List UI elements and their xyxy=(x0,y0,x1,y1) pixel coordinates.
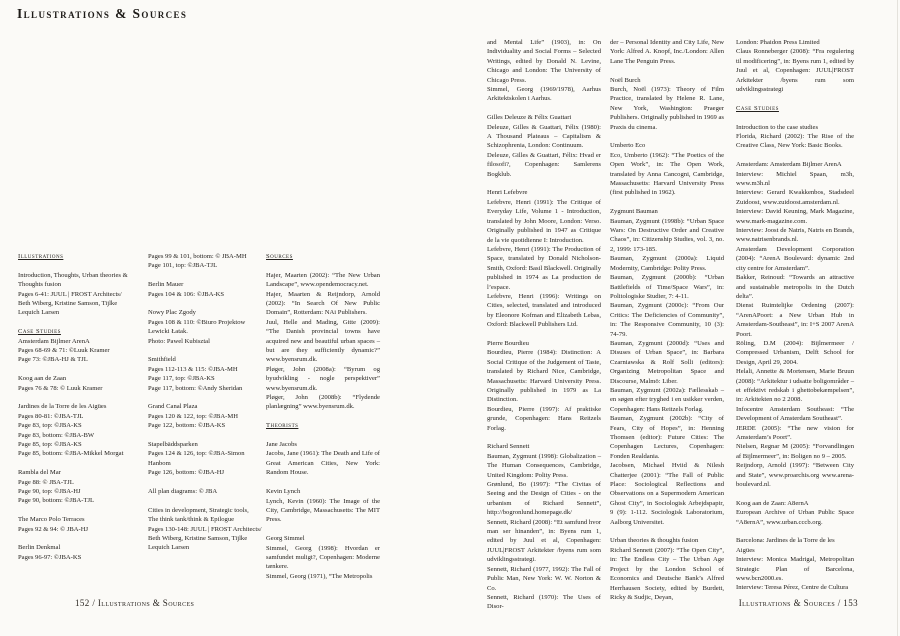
text-block xyxy=(266,487,380,525)
text-block xyxy=(736,104,854,113)
entry-paragraph: Reijndorp, Arnold (1997): “Between City and State”, www.proarchis.org www.arena-boulevard.nl. xyxy=(736,462,854,489)
text-line: Page 85, bottom: ©JBA-Mikkel Morgat xyxy=(18,450,124,458)
entry-paragraph: Nielsen, Regnar M (2005): “Forvandlingen af Bijlmermeer”, in: Boligen no 9 – 2005. xyxy=(736,443,854,460)
text-line: Lequich Larsen xyxy=(18,309,60,317)
text-block xyxy=(18,327,132,336)
text-block xyxy=(266,271,380,412)
text-block xyxy=(266,252,380,261)
entry-title: Jane Jacobs xyxy=(266,441,297,449)
sources-column-3 xyxy=(610,38,724,612)
footer-left-page-number: 152 / Illustrations & Sources xyxy=(75,598,195,608)
text-block xyxy=(266,421,380,430)
entry-paragraph: Interview: Joost de Natris, Natris en Brands, www.natrisenbrands.nl. xyxy=(736,227,854,244)
entry-paragraph: Interview: Gerard Kwakkenbos, Stadsdeel Zuidoost, www.zuidoost.amsterdam.nl. xyxy=(736,189,854,206)
text-block xyxy=(266,440,380,478)
text-line: Page 90, top: ©JBA-HJ xyxy=(18,488,81,496)
text-line: Pages 6-41: JUUL | FROST Architects/ xyxy=(18,290,122,298)
text-line: Photo: Pawel Kubisztal xyxy=(148,337,210,345)
page-title: Illustrations & Sources xyxy=(17,6,188,21)
entry-paragraph: Dienst Ruimtelijke Ordening (2007): “ArenAPoort: a New Urban Hub in Amsterdam-Southeast”, in: I+S 2007 ArenA Poort. xyxy=(736,302,854,338)
entry-paragraph: Bakker, Reinoud: “Towards an attractive and sustainable metropolis in the Dutch delta”. xyxy=(736,274,854,300)
illustrations-column-1 xyxy=(18,252,132,572)
text-line: Page 83, top: ©JBA-KS xyxy=(18,422,82,430)
entry-paragraph: Bauman, Zygmunt (1998b): “Urban Space Wars: On Destructive Order and Creative Chaos”, in: Citizenship Studies, vol. 3, no. 2, 1999: 173-185. xyxy=(610,217,724,253)
text-block xyxy=(18,252,132,261)
text-line: Jardines de la Torre de les Aigües xyxy=(18,403,107,411)
entry-title: Gilles Deleuze & Félix Guattari xyxy=(487,114,572,122)
entry-title: Pierre Bourdieu xyxy=(487,339,529,347)
text-line: Cities in development, Strategic tools, xyxy=(148,506,249,514)
section-heading: Theorists xyxy=(266,422,299,430)
entry-title: Umberto Eco xyxy=(610,142,646,150)
text-line: Lewicki Łatak. xyxy=(148,328,188,336)
entry-paragraph: Bauman, Zygmunt (2000b): “Urban Battlefields of Time/Space Wars”, in: Politologiske Studier, 7: 4-11. xyxy=(610,274,724,300)
entry-paragraph: Bauman, Zygmunt (2002a): Fællesskab – en søgen efter tryghed i en usikker verden, Copenhagen: Hans Reitzels Forlag. xyxy=(610,386,724,413)
text-line: Pages 96-97: ©JBA-KS xyxy=(18,553,82,561)
text-line: Page 122, bottom: ©JBA-KS xyxy=(148,422,226,430)
text-block xyxy=(18,543,132,562)
entry-paragraph: Bauman, Zygmunt (1998): Globalization – The Human Consequences, Cambridge, United Kingdom: Polity Press. xyxy=(487,452,601,479)
text-line: Pages 124 & 126, top: ©JBA-Simon xyxy=(148,450,245,458)
entry-paragraph: Deleuze, Gilles & Guattari, Félix (1980): A Thousand Plateaus – Capitalism & Schizophrenia, London: Continuum. xyxy=(487,123,601,150)
entry-paragraph: Pløger, John (2008b): “Flydende planlægning” www.byensrum.dk. xyxy=(266,394,380,411)
text-block xyxy=(18,468,132,506)
section-heading: Sources xyxy=(266,253,293,260)
text-line: Pages 108 & 110: ©Biuro Projektow xyxy=(148,318,246,326)
entry-paragraph: Pløger, John (2008a): “Byrum og byudvikling - nogle perspektiver” www.byensrum.dk. xyxy=(266,365,380,392)
text-block xyxy=(148,487,262,496)
text-line: All plan diagrams: © JBA xyxy=(148,488,218,496)
text-line: Grand Canal Plaza xyxy=(148,403,198,411)
text-line: Page 101, top: ©JBA-TJL xyxy=(148,262,218,270)
entry-paragraph: Lefebvre, Henri (1996): Writings on Cities, selected, translated and introduced by Eleonore Kofman and Elizabeth Lebas, Oxford: Blackwell Publishers Ltd. xyxy=(487,292,601,329)
section-heading: Illustrations xyxy=(18,253,64,260)
text-line: The Marco Polo Terraces xyxy=(18,516,85,524)
text-block xyxy=(736,536,854,592)
text-block xyxy=(610,141,724,197)
entry-paragraph: Jacobs, Jane (1961): The Death and Life of Great American Cities, New York: Random House. xyxy=(266,450,380,477)
entry-paragraph: Simmel, Georg (1969/1978), Aarhus Arkitektskolen i Aarhus. xyxy=(487,86,601,103)
text-block xyxy=(148,440,262,478)
entry-title: Introduction to the case studies xyxy=(736,123,819,131)
entry-paragraph: Richard Sennett (2007): “The Open City”, in: The Endless City – The Urban Age Project by the London School of Economics and Deutsche Bank’s Alfred Herrhausen Society, edited by Burdett, Ricky & Sudjic, Deyan, xyxy=(610,546,724,601)
text-block xyxy=(487,442,601,611)
text-block xyxy=(148,252,262,271)
text-block xyxy=(487,188,601,329)
text-line: Pages 92 & 94: © JBA-HJ xyxy=(18,525,89,533)
text-line: Berlin Denkmal xyxy=(18,544,61,552)
text-block xyxy=(148,308,262,346)
entry-paragraph: Lefebvre, Henri (1991): The Production of Space, translated by Donald Nicholson-Smith, Oxford: Basil Blackwell. Originally published in 1974 as La production de l’espace. xyxy=(487,245,601,291)
sub-heading: Case Studies xyxy=(18,328,61,336)
text-line: Page 85, top: ©JBA-KS xyxy=(18,441,82,449)
case-studies-column xyxy=(736,38,854,602)
entry-paragraph: Florida, Richard (2002): The Rise of the Creative Class, New York: Basic Books. xyxy=(736,133,854,150)
text-block xyxy=(610,38,724,66)
text-block xyxy=(148,402,262,430)
text-line: Page 83, bottom: ©JBA-BW xyxy=(18,431,95,439)
entry-paragraph: Interview: Monica Madrigal, Metropolitan Strategic Plan of Barcelona, www.bcn2000.es. xyxy=(736,556,854,583)
entry-paragraph: Infocentre Amsterdam Southeast: “The Development of Amsterdam Southeast”. xyxy=(736,405,854,423)
text-line: Page 88: © JBA-TJL xyxy=(18,478,74,486)
entry-paragraph: Bauman, Zygmunt (2000c): “From Our Critics: The Deficiencies of Community”, in: The Responsive Community, 10 (3): 74-79. xyxy=(610,302,724,338)
entry-paragraph: der – Personal Identity and City Life, New York: Alfred A. Knopf, Inc./London: Allen Lane The Penguin Press. xyxy=(610,39,724,65)
text-line: Amsterdam Bijlmer ArenA xyxy=(18,337,90,345)
entry-paragraph: Helali, Annette & Mortensen, Marie Bruun (2008): “Arkitektur i udsatte boligområder – et effektivt redskab i ghettobekæmpelsen”, in: Arkitekten no 2 2008. xyxy=(736,368,854,404)
text-line: Thoughts fusion xyxy=(18,281,62,289)
text-line: Pages 99 & 101, bottom: © JBA-MH xyxy=(148,253,247,260)
entry-paragraph: Bourdieu, Pierre (1997): Af praktiske grunde, Copenhagen: Hans Reitzels Forlag. xyxy=(487,405,601,432)
entry-paragraph: Interview: Teresa Pérez, Centre de Cultura xyxy=(736,584,849,592)
text-block xyxy=(148,355,262,393)
text-line: Smithfield xyxy=(148,356,176,364)
text-line: The think tank/think & Epilogue xyxy=(148,516,235,524)
entry-paragraph: Jacobsen, Michael Hviid & Nilesh Chatterjee (2001): “The Fall of Public Place: Sociological Reflections and Observations on a Supermodern American Ghost City”, in Sociologisk Arbejdspapir, 9 (9): 1-112. Sociologisk Laboratorium, Aalborg Universitet. xyxy=(610,462,724,526)
entry-paragraph: Hajer, Maarten & Reijndorp, Arnold (2002): “In Search Of New Public Domain”, Rotterdam: NAi Publishers. xyxy=(266,290,380,317)
text-line: Stapelbäddsparken xyxy=(148,441,198,449)
entry-paragraph: Bauman, Zygmunt (2000a): Liquid Modernity, Cambridge: Polity Press. xyxy=(610,255,724,272)
text-line: Rambla del Mar xyxy=(18,469,61,477)
text-line: Page 126, bottom: ©JBA-HJ xyxy=(148,469,225,477)
entry-paragraph: Sennett, Richard (1977, 1992): The Fall of Public Man, New York: W. W. Norton & Co. xyxy=(487,565,601,592)
illustrations-column-2 xyxy=(148,252,262,562)
text-line: Introduction, Thoughts, Urban theories & xyxy=(18,271,128,279)
text-line: Nowy Plac Zgody xyxy=(148,309,196,317)
entry-title: Urban theories & thoughts fusion xyxy=(610,537,699,545)
text-line: Pages 76 & 78: © Luuk Kramer xyxy=(18,384,103,392)
entry-paragraph: Sennett, Richard (1970): The Uses of Disor- xyxy=(487,593,601,611)
entry-paragraph: and Mental Life” (1903), in: On Individuality and Social Forms – Selected Writings, edited by Donald N. Levine, Chicago and London: The University of Chicago Press. xyxy=(487,39,601,84)
text-line: Berlin Mauer xyxy=(148,281,184,289)
text-block xyxy=(610,76,724,132)
entry-title: Georg Simmel xyxy=(266,535,305,543)
sources-column-2 xyxy=(487,38,601,621)
entry-paragraph: Bauman, Zygmunt (2002b): “City of Fears, City of Hopes”, in: Henning Thomsen (editor): Future Cities: The Copenhagen Lectures, Copenhagen: Fonden Realdania. xyxy=(610,415,724,460)
entry-paragraph: Grønlund, Bo (1997): “The Civitas of Seeing and the Design of Cities - on the urbanism of Richard Sennett”, http://bogronlund.homepage.dk/ xyxy=(487,481,601,517)
entry-paragraph: European Archive of Urban Public Space “A8ernA”, www.urban.cccb.org. xyxy=(736,509,854,526)
entry-title: Koog aan de Zaan: A8ernA xyxy=(736,499,809,507)
text-block xyxy=(487,113,601,179)
entry-paragraph: Bauman, Zygmunt (2000d): “Uses and Disuses of Urban Space”, in: Barbara Czarniawska & Rolf Solli (editors): Organizing Metropolitan Space and Discourse, Malmö: Liber. xyxy=(610,339,724,385)
section-heading: Case Studies xyxy=(736,104,779,112)
text-block xyxy=(610,207,724,527)
text-block xyxy=(487,339,601,433)
entry-paragraph: Deleuze, Gilles & Guattari, Félix: Hvad er filosofi?, Copenhagen: Samlerens Bogklub. xyxy=(487,151,601,178)
entry-paragraph: Bourdieu, Pierre (1984): Distinction: A Social Critique of the Judgement of Taste, translated by Richard Nice, Cambridge, Massachusetts: Harvard University Press. Originally published in 1979 as La Distinction. xyxy=(487,349,601,404)
text-line: Pages 104 & 106: ©JBA-KS xyxy=(148,290,225,298)
entry-paragraph: JERDE (2005): “The new vision for Amsterdam’s Poort”. xyxy=(736,424,854,442)
text-line: Pages 112-113 & 115: ©JBA-MH xyxy=(148,365,238,373)
text-block xyxy=(487,38,601,104)
text-block xyxy=(18,402,132,458)
text-line: Lequich Larsen xyxy=(148,544,190,552)
entry-paragraph: Juul, Helle and Mading, Gitte (2009): “The Danish provincial towns have acquired new and beautiful urban spaces – but are they sufficiently dynamic?” www.byensrum.dk. xyxy=(266,318,380,364)
text-block xyxy=(148,280,262,299)
entry-paragraph: Lefebvre, Henri (1991): The Critique of Everyday Life, Volume 1 - Introduction, translated by John Moore, London: Verso. Originally published in 1947 as Critique de la vie quotidienne I: Introduction. xyxy=(487,198,601,244)
text-block xyxy=(736,123,854,151)
entry-paragraph: Simmel, Georg (1971), “The Metropolis xyxy=(266,572,373,580)
entry-title: Zygmunt Bauman xyxy=(610,208,658,216)
entry-paragraph: Interview: Michiel Spaan, m3h, www.m3h.nl xyxy=(736,170,854,188)
entry-title: Barcelona: Jardines de la Torre de les Aigües xyxy=(736,537,835,554)
text-line: Beth Wiberg, Kristine Samson, Tijlke xyxy=(148,535,248,543)
text-line: Pages 68-69 & 71: ©Luuk Kramer xyxy=(18,347,110,355)
entry-paragraph: Burch, Noël (1973): Theory of Film Practice, translated by Helene R. Lane, New York, Washington: Praeger Publishers. Originally published in 1969 as Praxis du cinema. xyxy=(610,86,724,131)
entry-paragraph: Interview: David Keuning, Mark Magazine, www.mark-magazine.com. xyxy=(736,208,854,225)
text-line: Page 73: ©JBA-HJ & TJL xyxy=(18,356,88,364)
entry-paragraph: Simmel, Georg (1998): Hvordan er samfundet muligt?, Copenhagen: Moderne tænkere. xyxy=(266,544,380,571)
text-block xyxy=(736,499,854,527)
entry-title: Noël Burch xyxy=(610,76,641,84)
entry-paragraph: Claus Ronneberger (2008): “Fra regulering til modificering”, in: Byens rum 1, edited by Juul et al, Copenhagen: JUUL|FROST Arkitekter /byens rum som udviklingsstrategi xyxy=(736,48,854,94)
text-line: Page 117, top: ©JBA-KS xyxy=(148,375,215,383)
entry-paragraph: London: Phaidon Press Limited xyxy=(736,39,820,46)
text-line: Pages 80-81: ©JBA-TJL xyxy=(18,412,84,420)
text-line: Page 117, bottom: ©Andy Sheridan xyxy=(148,384,243,392)
text-block xyxy=(610,536,724,602)
entry-paragraph: Sennett, Richard (2008): “Et samfund hvor man ser hinanden”, in: Byens rum 1, edited by Juul et al, Copenhagen: JUUL|FROST Arkitekter /byens rum som udviklingsstrategi. xyxy=(487,518,601,564)
text-line: Koog aan de Zaan xyxy=(18,375,67,383)
entry-paragraph: Röling, D.M (2004): Bijlmermeer / Compressed Urbanism, Delft School for Design, April 29, 2004. xyxy=(736,339,854,366)
text-line: Hanbom xyxy=(148,459,171,467)
text-line: Beth Wiberg, Kristine Samson, Tijlke xyxy=(18,300,118,308)
entry-title: Richard Sennett xyxy=(487,443,530,451)
entry-paragraph: Lynch, Kevin (1960): The Image of the City, Cambridge, Massachusetts: The MIT Press. xyxy=(266,497,380,524)
text-block xyxy=(266,534,380,581)
entry-title: Amsterdam: Amsterdam Bijlmer ArenA xyxy=(736,161,842,169)
text-block xyxy=(18,374,132,393)
entry-title: Kevin Lynch xyxy=(266,488,301,496)
text-block xyxy=(18,337,132,365)
text-line: Pages 130-148: JUUL | FROST Architects/ xyxy=(148,525,262,533)
text-line: Page 90, bottom: ©JBA-TJL xyxy=(18,497,95,505)
text-block xyxy=(18,271,132,318)
entry-paragraph: Eco, Umberto (1962): “The Poetics of the Open Work”, in: The Open Work, translated by Anna Cancogni, Cambridge, Massachusetts: Harvard University Press (first published in 1962). xyxy=(610,151,724,197)
text-block xyxy=(736,160,854,489)
footer-right-page-number: Illustrations & Sources / 153 xyxy=(738,598,858,608)
text-line: Pages 120 & 122, top: ©JBA-MH xyxy=(148,412,238,420)
entry-paragraph: Hajer, Maarten (2002): “The New Urban Landscape”, www.opendemocracy.net. xyxy=(266,271,380,289)
entry-paragraph: Amsterdam Development Corporation (2004): “ArenA Boulevard: dynamic 2nd city centre for Amsterdam”. xyxy=(736,245,854,272)
text-block xyxy=(148,506,262,553)
text-block xyxy=(736,38,854,94)
page-edge-line xyxy=(897,0,898,636)
entry-title: Henri Lefebvre xyxy=(487,189,528,197)
sources-column-1 xyxy=(266,252,380,591)
text-block xyxy=(18,515,132,534)
